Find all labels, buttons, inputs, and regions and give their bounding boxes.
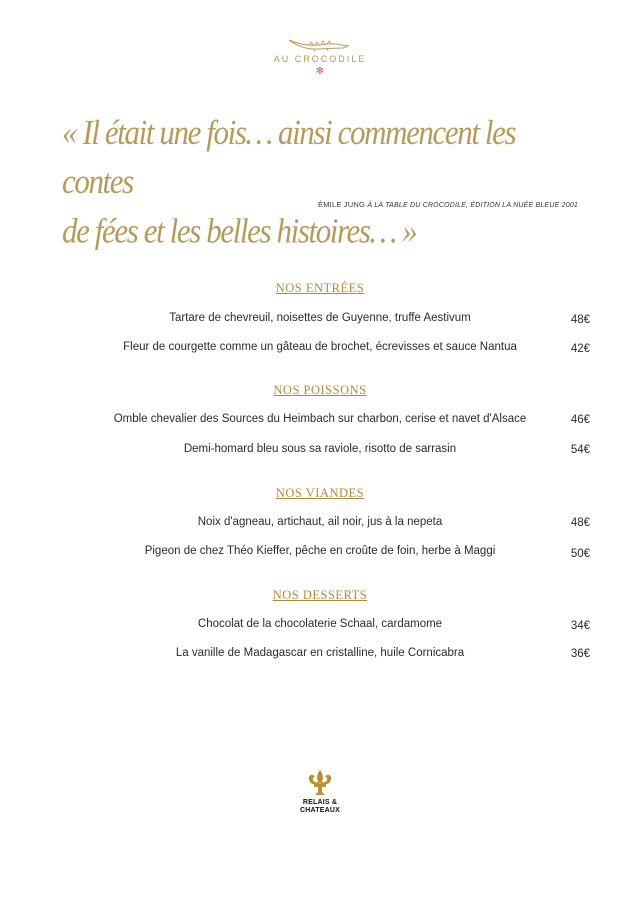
section-title-poissons: NOS POISSONS xyxy=(273,383,367,397)
menu-item-price: 42€ xyxy=(570,343,590,355)
brand-name: AU CROCODILE xyxy=(273,54,367,64)
crocodile-icon xyxy=(285,34,355,54)
menu-item-price: 36€ xyxy=(570,648,590,660)
menu-item-price: 46€ xyxy=(570,414,590,426)
menu-item-price: 34€ xyxy=(570,620,590,632)
section-title-viandes: NOS VIANDES xyxy=(275,486,365,500)
relais-text-line2: CHATEAUX xyxy=(300,807,340,814)
restaurant-logo xyxy=(0,34,640,77)
menu-item-dish: Omble chevalier des Sources du Heimbach sur charbon, cerise et navet d'Alsace xyxy=(113,413,527,425)
menu-item-price: 48€ xyxy=(570,517,590,529)
quote-source: À LA TABLE DU CROCODILE, ÉDITION LA NUÉE BLEUE 2001 xyxy=(367,202,578,209)
menu-item-price: 48€ xyxy=(570,314,590,326)
menu-item-dish: Demi-homard bleu sous sa raviole, risotto de sarrasin xyxy=(183,443,457,455)
relais-chateaux-logo xyxy=(0,768,640,815)
menu-item-dish: Pigeon de chez Théo Kieffer, pêche en croûte de foin, herbe à Maggi xyxy=(144,545,496,557)
quote-author: ÉMILE JUNG xyxy=(318,200,366,209)
menu-item-dish: La vanille de Madagascar en cristalline, huile Cornicabra xyxy=(175,647,465,659)
quote-line-1: « Il était une fois… ainsi commencent les contes xyxy=(62,112,516,201)
menu-item-dish: Tartare de chevreuil, noisettes de Guyenne, truffe Aestivum xyxy=(169,312,471,324)
fleur-de-lis-icon xyxy=(305,768,335,796)
quote-line-2: de fées et les belles histoires… » xyxy=(62,211,417,251)
quote-attribution xyxy=(318,200,578,209)
menu-item-dish: Chocolat de la chocolaterie Schaal, cardamome xyxy=(197,618,443,630)
section-title-desserts: NOS DESSERTS xyxy=(272,588,368,602)
section-title-entrees: NOS ENTRÉES xyxy=(275,281,365,295)
menu-item-dish: Fleur de courgette comme un gâteau de brochet, écrevisses et sauce Nantua xyxy=(123,341,517,353)
quote xyxy=(62,108,582,256)
menu-item-price: 50€ xyxy=(570,548,590,560)
menu-item-dish: Noix d'agneau, artichaut, ail noir, jus à la nepeta xyxy=(197,516,443,528)
relais-text-line1: RELAIS & xyxy=(302,799,338,806)
michelin-star-icon: ✻ xyxy=(315,66,325,77)
menu-item-price: 54€ xyxy=(570,444,590,456)
